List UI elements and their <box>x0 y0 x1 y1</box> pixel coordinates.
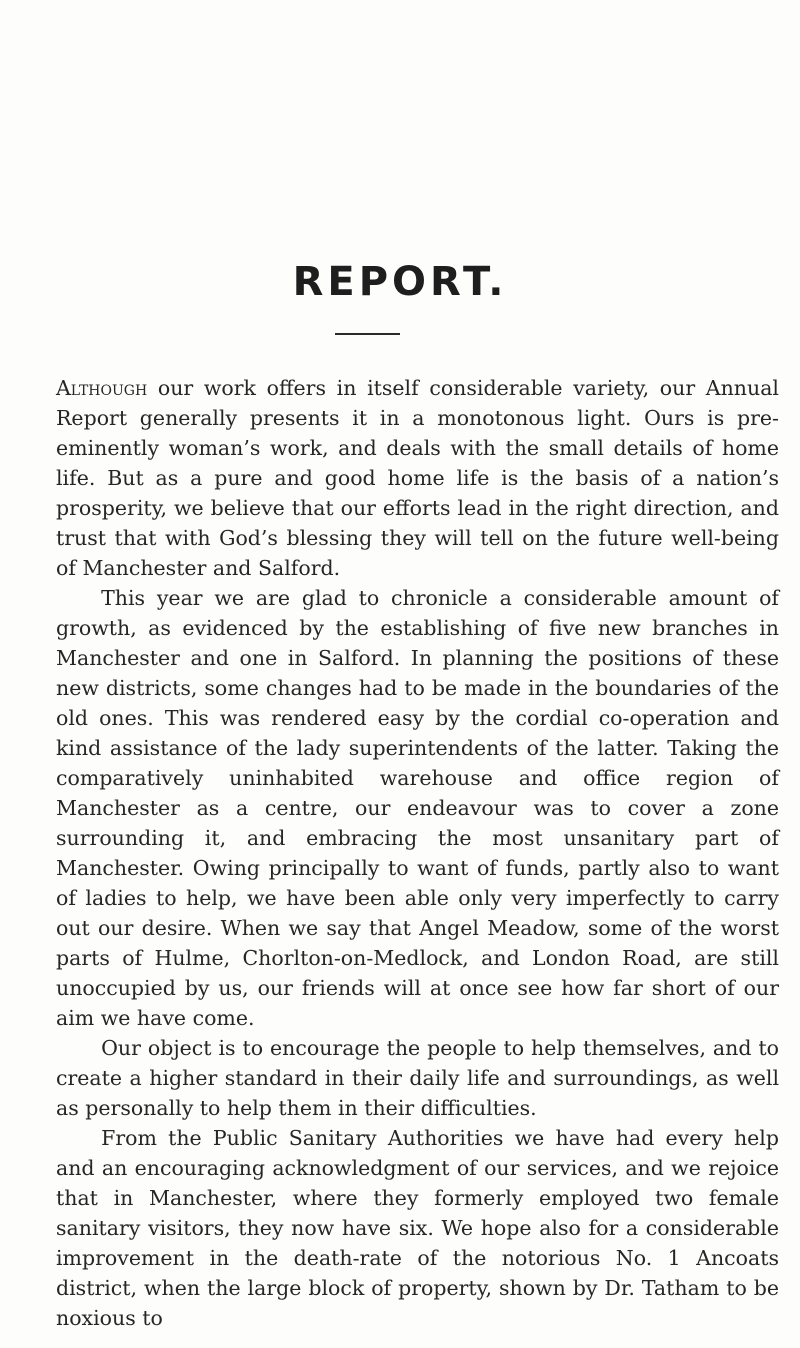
paragraph-1-text: our work offers in itself considerable variety, our Annual Report generally presents it in a monotonous light. Ours is pre-eminently woman’s work, and deals with the small details of home life. But as a pure and good home life is the basis of a nation’s prosperity, we believe that our efforts lead in the right direction, and trust that with God’s blessing they will tell on the future well-being of Manchester and Salford. <box>56 376 779 580</box>
paragraph-1-lead-word: Although <box>56 376 148 400</box>
paragraph-3: Our object is to encourage the people to help themselves, and to create a higher standard in their daily life and surroundings, as well as personally to help them in their difficulties. <box>56 1036 779 1120</box>
paragraph-4: From the Public Sanitary Authorities we have had every help and an encouraging acknowledgment of our services, and we rejoice that in Manchester, where they formerly employed two female sanitary visitors, they now have six. We hope also for a considerable improvement in the death-rate of the notorious No. 1 Ancoats district, when the large block of property, shown by Dr. Tatham to be noxious to <box>56 1126 779 1330</box>
heading-divider <box>335 333 400 335</box>
report-heading: REPORT. <box>292 259 508 305</box>
paragraph-2: This year we are glad to chronicle a considerable amount of growth, as evidenced by the establishing of five new branches in Manchester and one in Salford. In planning the positions of these new districts, some changes had to be made in the boundaries of the old ones. This was rendered easy by the cordial co-operation and kind assistance of the lady superintendents of the latter. Taking the comparatively uninhabited warehouse and office region of Manchester as a centre, our endeavour was to cover a zone surrounding it, and embracing the most unsanitary part of Manchester. Owing principally to want of funds, partly also to want of ladies to help, we have been able only very imperfectly to carry out our desire. When we say that Angel Meadow, some of the worst parts of Hulme, Chorlton-on-Medlock, and London Road, are still unoccupied by us, our friends will at once see how far short of our aim we have come. <box>56 586 779 1030</box>
report-body <box>56 373 779 1333</box>
paragraph-1 <box>56 373 779 583</box>
